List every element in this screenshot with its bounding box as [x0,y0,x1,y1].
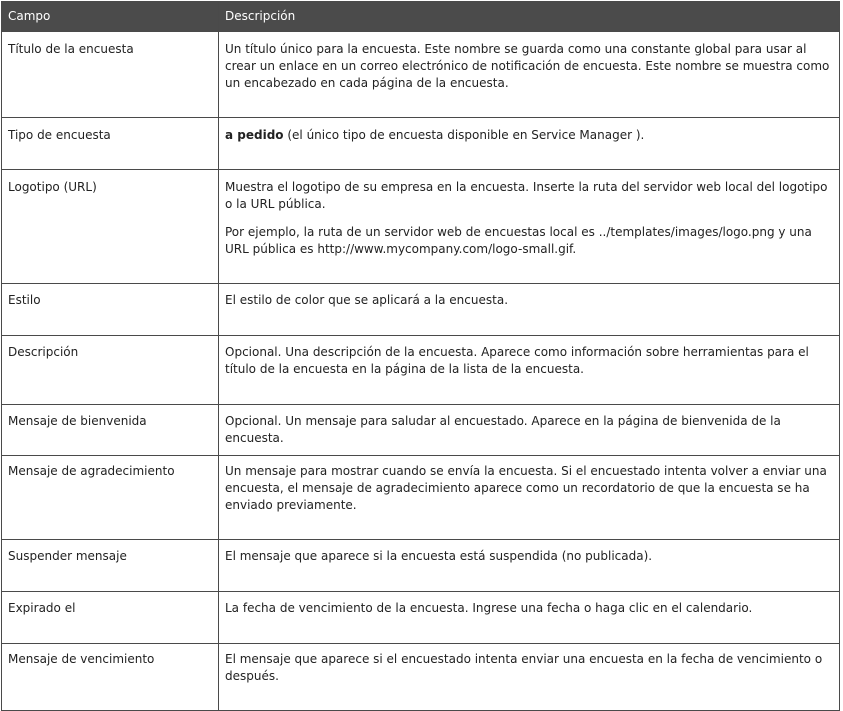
field-description: El mensaje que aparece si la encuesta está suspendida (no publicada). [219,540,840,592]
field-name: Título de la encuesta [2,32,219,118]
field-name: Tipo de encuesta [2,118,219,170]
field-description: El estilo de color que se aplicará a la encuesta. [219,284,840,336]
field-name: Mensaje de bienvenida [2,405,219,456]
table-row [2,336,840,405]
field-description-paragraph: Por ejemplo, la ruta de un servidor web de encuestas local es ../templates/images/logo.png y una URL pública es http://www.mycompany.com/logo-small.gif. [225,225,812,256]
table-row [2,405,840,456]
header-descripcion: Descripción [219,2,840,32]
table-row [2,592,840,644]
field-description-paragraph: Muestra el logotipo de su empresa en la encuesta. Inserte la ruta del servidor web local del logotipo o la URL pública. [225,180,828,211]
field-name: Expirado el [2,592,219,644]
field-description: Un título único para la encuesta. Este nombre se guarda como una constante global para usar al crear un enlace en un correo electrónico de notificación de encuesta. Este nombre se muestra como un encabezado en cada página de la encuesta. [219,32,840,118]
field-description: Opcional. Un mensaje para saludar al encuestado. Aparece en la página de bienvenida de la encuesta. [219,405,840,456]
field-name: Logotipo (URL) [2,170,219,284]
field-description: Un mensaje para mostrar cuando se envía la encuesta. Si el encuestado intenta volver a enviar una encuesta, el mensaje de agradecimiento aparece como un recordatorio de que la encuesta se ha enviado previamente. [219,456,840,540]
field-description: Opcional. Una descripción de la encuesta. Aparece como información sobre herramientas para el título de la encuesta en la página de la lista de la encuesta. [219,336,840,405]
field-description: El mensaje que aparece si el encuestado intenta enviar una encuesta en la fecha de vencimiento o después. [219,644,840,711]
table-row [2,540,840,592]
field-description [219,118,840,170]
field-description-bold: a pedido [225,128,284,142]
survey-fields-table [1,1,840,711]
table-row [2,456,840,540]
field-description [219,170,840,284]
table-row [2,284,840,336]
field-name: Mensaje de vencimiento [2,644,219,711]
field-name: Estilo [2,284,219,336]
field-name: Suspender mensaje [2,540,219,592]
header-row [2,2,840,32]
field-name: Descripción [2,336,219,405]
header-campo: Campo [2,2,219,32]
field-description-rest: (el único tipo de encuesta disponible en Service Manager ). [283,128,645,142]
table-row [2,32,840,118]
table-row [2,118,840,170]
field-description: La fecha de vencimiento de la encuesta. Ingrese una fecha o haga clic en el calendario. [219,592,840,644]
table-row [2,170,840,284]
field-name: Mensaje de agradecimiento [2,456,219,540]
table-row [2,644,840,711]
